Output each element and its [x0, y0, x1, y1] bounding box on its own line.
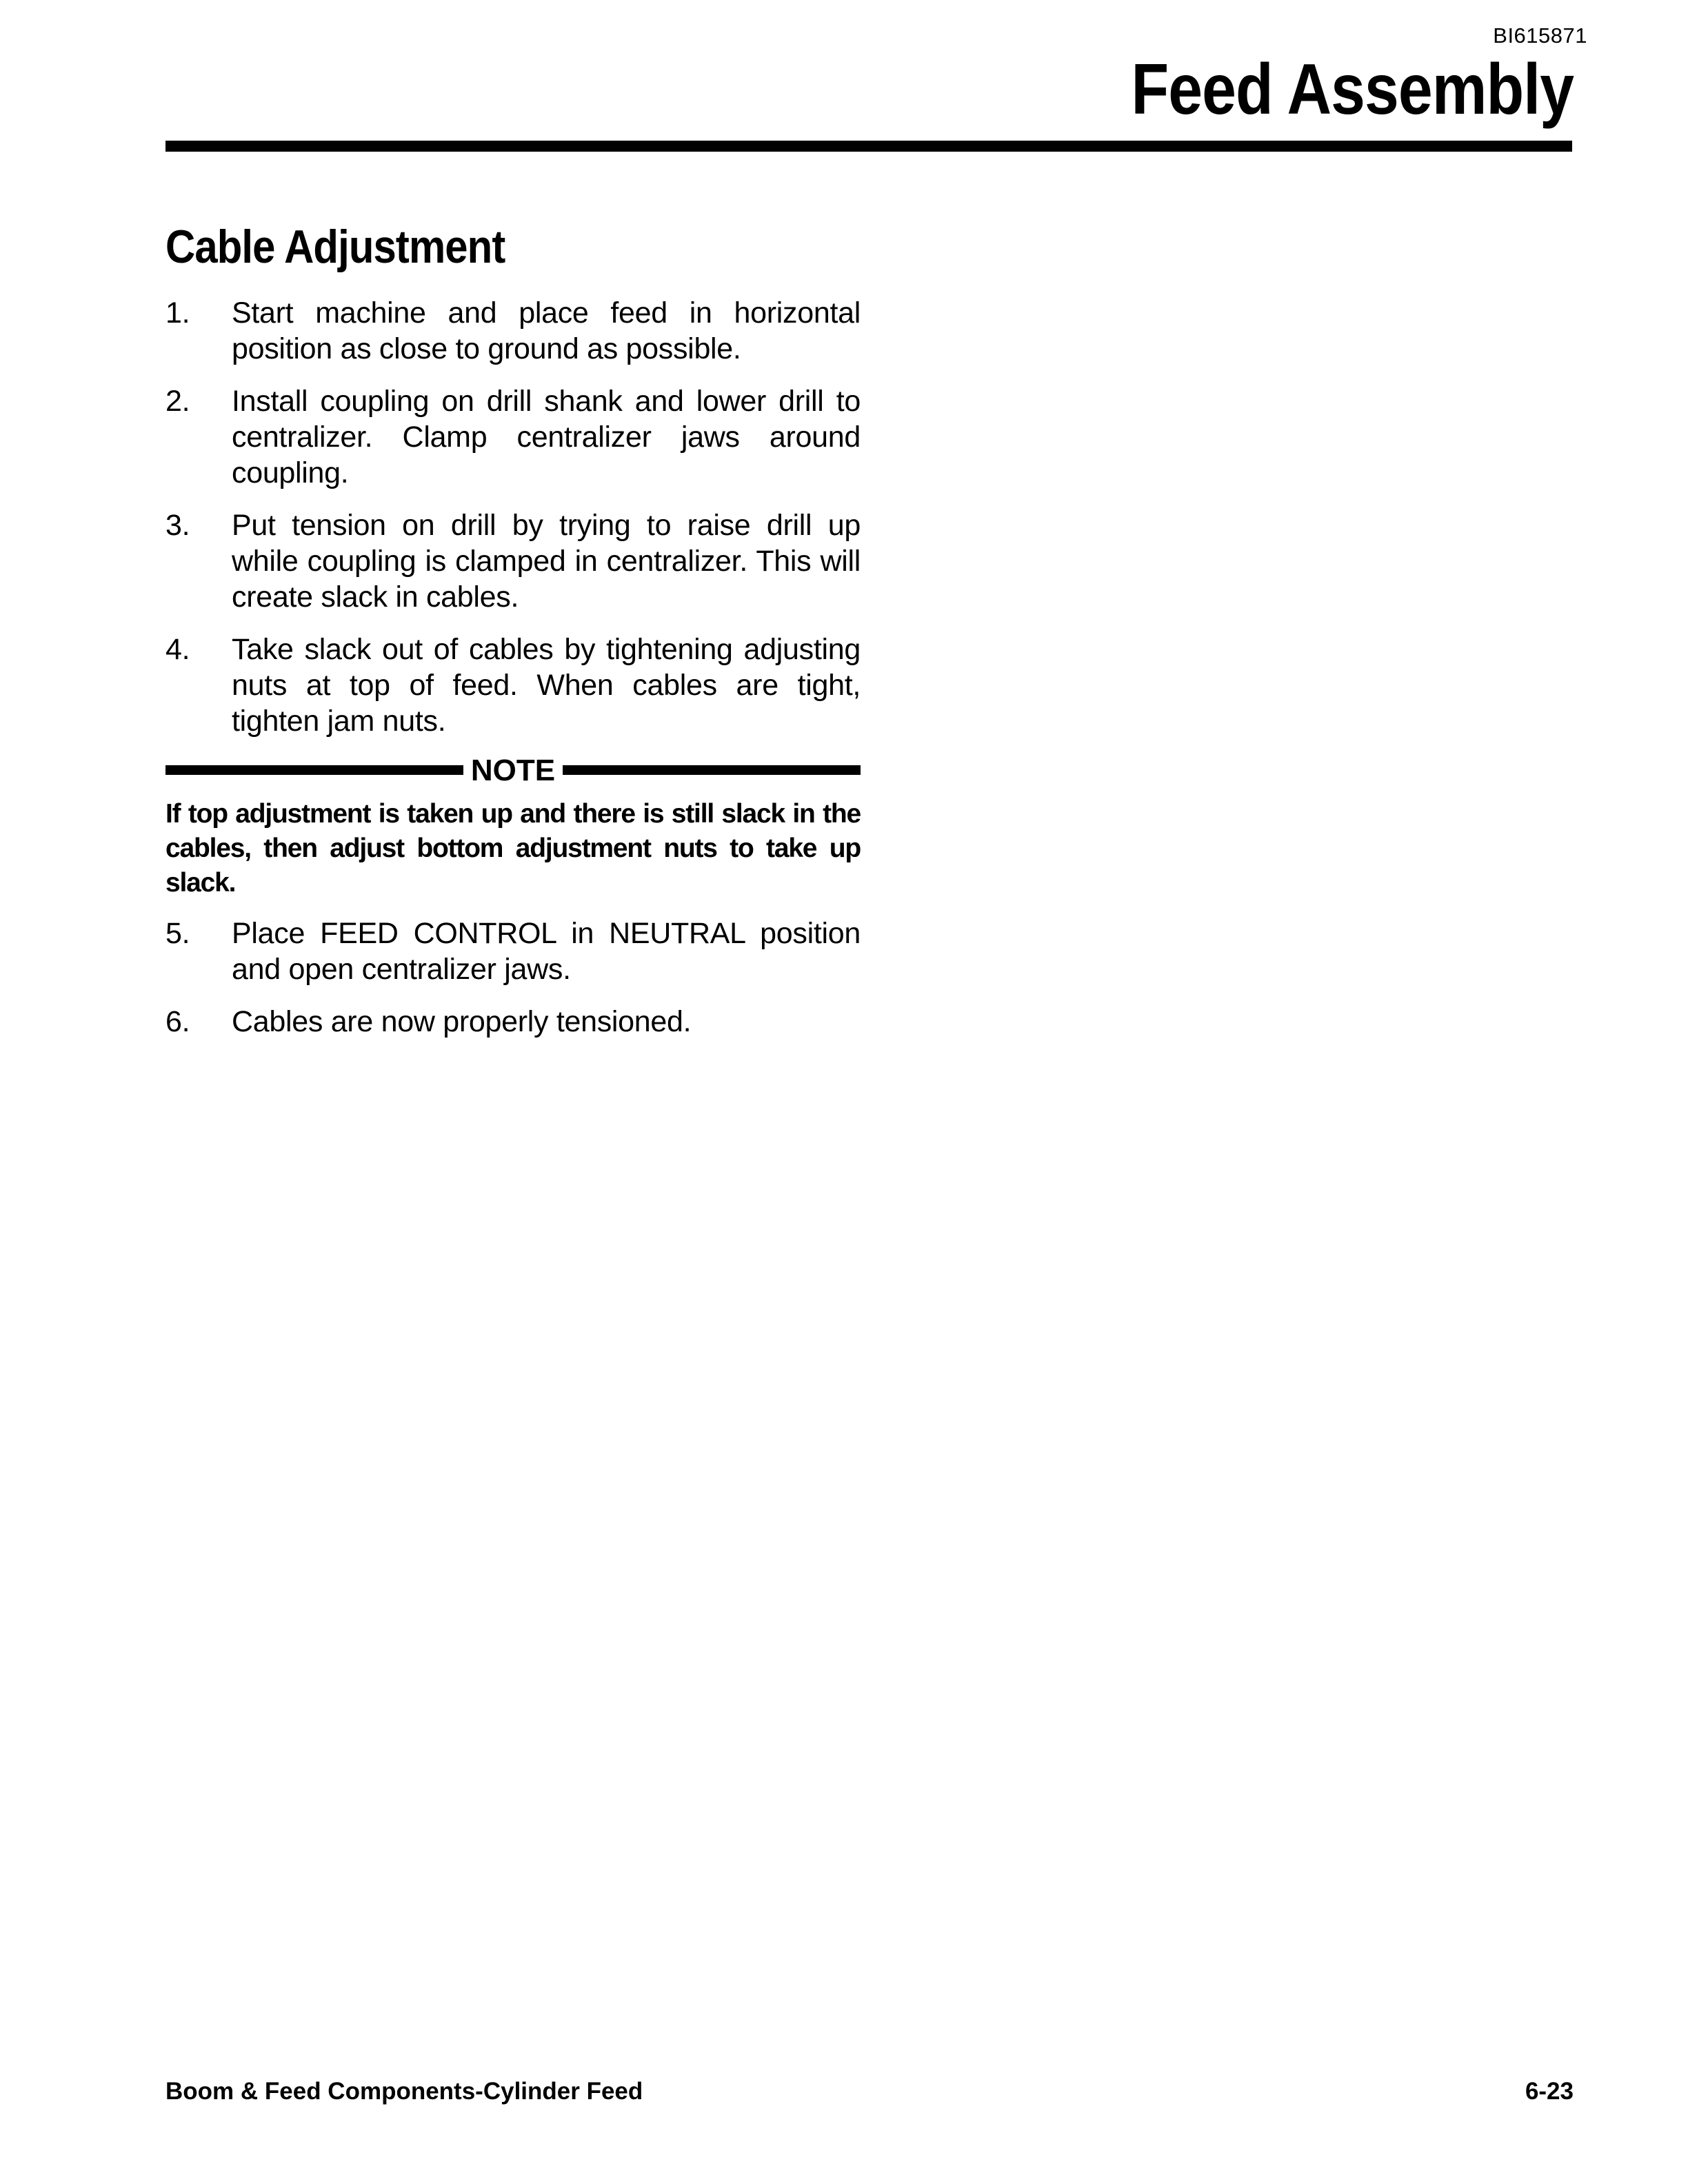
note-header — [165, 754, 861, 787]
step-text: Start machine and place feed in horizontal position as close to ground as possible. — [232, 296, 861, 365]
section-heading: Cable Adjustment — [165, 221, 505, 273]
step-text: Install coupling on drill shank and lower drill to centralizer. Clamp centralizer jaws around coupling. — [232, 385, 861, 489]
step-number: 2. — [165, 385, 190, 418]
list-item — [165, 916, 861, 987]
step-text: Cables are now properly tensioned. — [232, 1005, 692, 1038]
note-text: If top adjustment is taken up and there is still slack in the cables, then adjust bottom adjustment nuts to take up slack. — [165, 799, 861, 898]
list-item — [165, 295, 861, 367]
step-number: 5. — [165, 917, 190, 950]
step-number: 1. — [165, 296, 190, 330]
steps-list-before-note — [165, 295, 861, 756]
list-item — [165, 631, 861, 739]
list-item — [165, 507, 861, 615]
page-title: Feed Assembly — [1131, 50, 1574, 130]
step-text: Put tension on drill by trying to raise drill up while coupling is clamped in centralizer. This will create slack in cables. — [232, 509, 861, 614]
title-rule — [165, 141, 1572, 152]
step-number: 4. — [165, 633, 190, 666]
document-id: BI615871 — [1493, 23, 1587, 48]
list-item — [165, 1004, 861, 1040]
note-rule-right — [563, 765, 861, 775]
list-item — [165, 383, 861, 491]
step-number: 6. — [165, 1005, 190, 1038]
footer-page-number: 6-23 — [1525, 2078, 1574, 2105]
step-number: 3. — [165, 509, 190, 542]
footer-section-name: Boom & Feed Components-Cylinder Feed — [165, 2078, 643, 2105]
note-rule-left — [165, 765, 463, 775]
steps-list-after-note — [165, 916, 861, 1056]
note-label: NOTE — [470, 754, 556, 787]
step-text: Place FEED CONTROL in NEUTRAL position and open centralizer jaws. — [232, 917, 861, 986]
step-text: Take slack out of cables by tightening adjusting nuts at top of feed. When cables are tight, tighten jam nuts. — [232, 633, 861, 738]
